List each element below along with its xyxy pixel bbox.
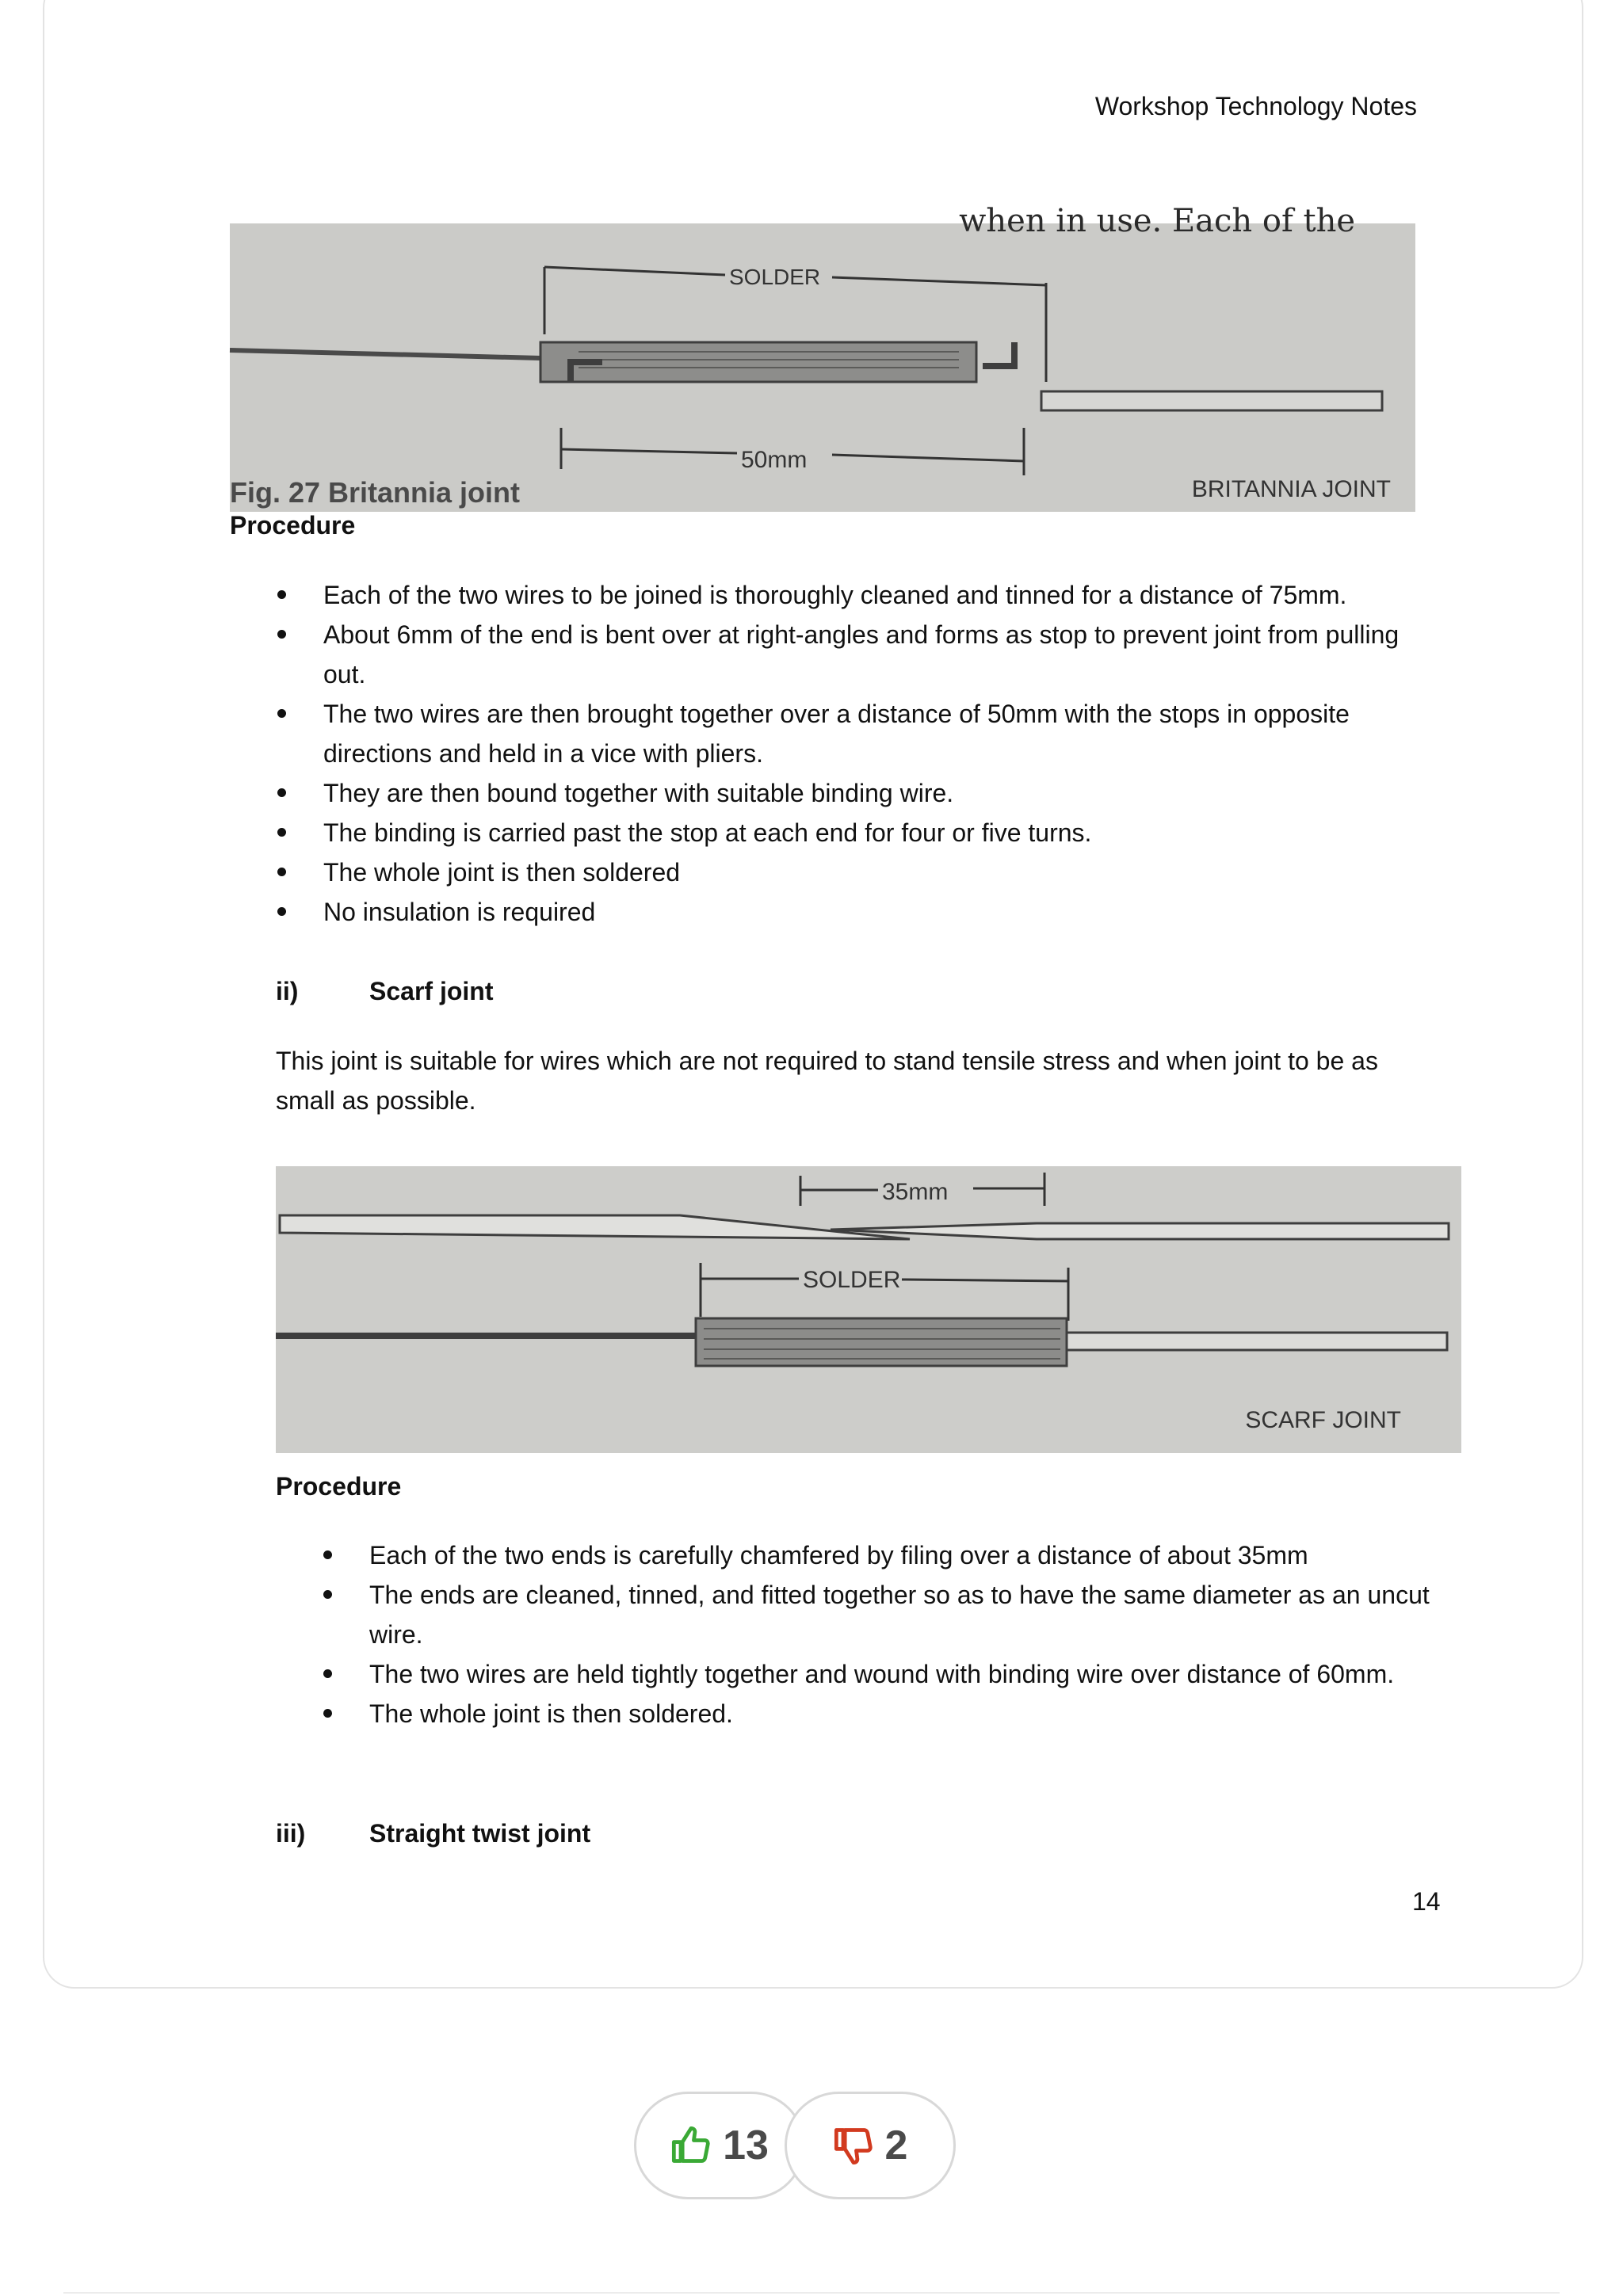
page-header: Workshop Technology Notes	[1094, 92, 1417, 120]
list-item: Each of the two ends is carefully chamfered by filing over a distance of about 35mm	[323, 1535, 1433, 1575]
thumbs-up-count: 13	[723, 2122, 769, 2168]
britannia-joint-figure	[230, 203, 1415, 512]
thumbs-down-count: 2	[884, 2122, 908, 2168]
figure-caption: Fig. 27 Britannia joint	[230, 476, 521, 509]
list-item: The whole joint is then soldered.	[323, 1694, 1433, 1733]
figure-length-label: 35mm	[882, 1179, 949, 1205]
vote-bar	[634, 2092, 959, 2199]
figure-top-text: when in use. Each of the	[959, 203, 1355, 239]
thumbs-down-button[interactable]	[785, 2092, 956, 2199]
list-item: The two wires are then brought together over a distance of 50mm with the stops in opposite directions and held in a vice with pliers.	[277, 694, 1442, 773]
scarf-section-title: Scarf joint	[369, 977, 494, 1005]
list-item: The ends are cleaned, tinned, and fitted together so as to have the same diameter as an uncut wire.	[323, 1575, 1433, 1654]
list-item: About 6mm of the end is bent over at right-angles and forms as stop to prevent joint from pulling out.	[277, 615, 1442, 694]
thumbs-up-button[interactable]	[634, 2092, 805, 2199]
figure-solder-label: SOLDER	[729, 265, 821, 289]
list-item: No insulation is required	[277, 892, 1442, 932]
britannia-procedure-heading: Procedure	[230, 511, 356, 540]
list-item: Each of the two wires to be joined is thoroughly cleaned and tinned for a distance of 75mm.	[277, 575, 1442, 615]
straight-twist-section-number: iii)	[276, 1819, 306, 1848]
thumbs-down-icon	[833, 2125, 874, 2166]
scarf-section-number: ii)	[276, 977, 299, 1005]
scarf-procedure-list	[323, 1535, 1433, 1733]
straight-twist-section-title: Straight twist joint	[369, 1819, 591, 1848]
figure-joint-label: SCARF JOINT	[1245, 1407, 1401, 1433]
britannia-procedure-list	[277, 575, 1442, 932]
scarf-procedure-heading: Procedure	[276, 1472, 402, 1501]
list-item: The whole joint is then soldered	[277, 852, 1442, 892]
scarf-description: This joint is suitable for wires which are not required to stand tensile stress and when joint to be as small as possible.	[276, 1047, 1378, 1115]
list-item: They are then bound together with suitable binding wire.	[277, 773, 1442, 813]
page-number: 14	[1412, 1887, 1441, 1916]
figure-joint-label: BRITANNIA JOINT	[1191, 476, 1391, 502]
scarf-joint-figure	[276, 1166, 1461, 1453]
thumbs-up-icon	[670, 2125, 712, 2166]
bottom-divider	[63, 2292, 1560, 2294]
figure-length-label: 50mm	[741, 447, 808, 473]
list-item: The binding is carried past the stop at each end for four or five turns.	[277, 813, 1442, 852]
figure-solder-label: SOLDER	[803, 1267, 901, 1293]
list-item: The two wires are held tightly together and wound with binding wire over distance of 60mm.	[323, 1654, 1433, 1694]
